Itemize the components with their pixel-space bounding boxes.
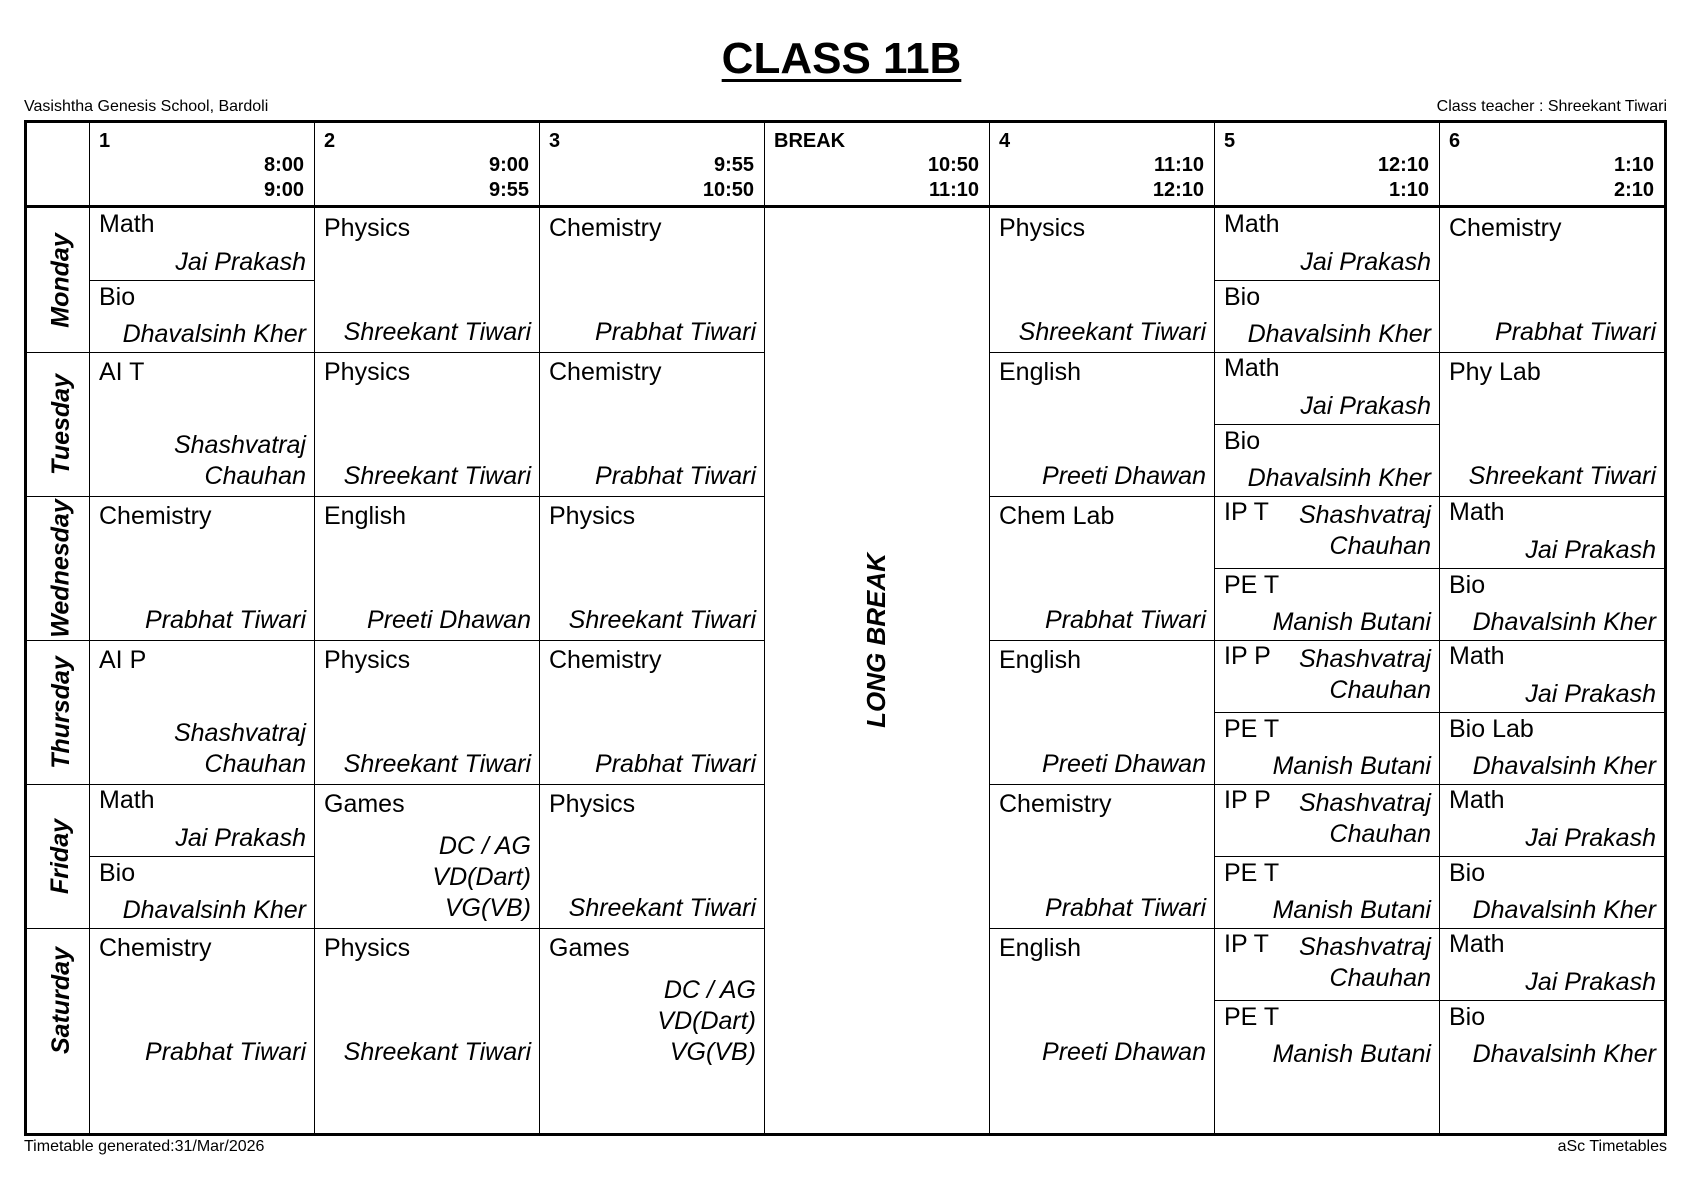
lesson-subject: Physics: [549, 502, 636, 530]
lesson-teacher: Manish Butani: [1272, 1040, 1431, 1068]
lesson-cell[interactable]: [1439, 352, 1664, 496]
lesson-cell[interactable]: [1214, 352, 1439, 424]
lesson-cell[interactable]: [314, 640, 539, 784]
lesson-subject: AI P: [99, 646, 147, 674]
period-end: 9:00: [263, 179, 304, 201]
lesson-teacher: Prabhat Tiwari: [1495, 318, 1656, 346]
lesson-teacher: Preeti Dhawan: [1042, 750, 1206, 778]
period-header: [314, 123, 539, 205]
period-label: 1: [99, 130, 111, 152]
day-name: Monday: [46, 232, 75, 328]
title-text: CLASS 11B: [721, 34, 962, 83]
lesson-subject: Bio: [1449, 571, 1486, 599]
lesson-teacher: Jai Prakash: [175, 248, 306, 276]
lesson-cell[interactable]: [989, 496, 1214, 640]
day-label-saturday: [27, 928, 95, 1072]
lesson-subject: Bio: [1449, 1003, 1486, 1031]
period-label: 2: [324, 130, 336, 152]
page-title: [0, 34, 1683, 84]
lesson-teacher: Shashvatraj Chauhan: [1298, 789, 1431, 848]
lesson-subject: AI T: [99, 358, 145, 386]
lesson-subject: Games: [324, 790, 405, 818]
lesson-cell[interactable]: [1439, 712, 1664, 784]
lesson-cell[interactable]: [539, 208, 764, 352]
lesson-teacher: Dhavalsinh Kher: [1472, 608, 1656, 636]
day-label-monday: [27, 208, 95, 352]
period-label: 6: [1449, 130, 1461, 152]
lesson-cell[interactable]: [314, 784, 539, 928]
lesson-teacher: Dhavalsinh Kher: [1472, 752, 1656, 780]
period-end: 10:50: [702, 179, 754, 201]
lesson-teacher: Prabhat Tiwari: [145, 606, 306, 634]
lesson-teacher: Shreekant Tiwari: [343, 1038, 531, 1066]
lesson-teacher: Shashvatraj Chauhan: [1298, 645, 1431, 704]
lesson-cell[interactable]: [89, 784, 314, 856]
lesson-teacher: Shreekant Tiwari: [1468, 462, 1656, 490]
lesson-teacher: Shreekant Tiwari: [343, 318, 531, 346]
lesson-teacher: Dhavalsinh Kher: [1247, 320, 1431, 348]
lesson-teacher: DC / AG VD(Dart) VG(VB): [432, 832, 531, 922]
lesson-subject: Chemistry: [549, 358, 662, 386]
period-end: 1:10: [1388, 179, 1429, 201]
lesson-teacher: Shashvatraj Chauhan: [173, 719, 306, 778]
lesson-teacher: Dhavalsinh Kher: [122, 320, 306, 348]
lesson-cell[interactable]: [1439, 928, 1664, 1000]
lesson-subject: Phy Lab: [1449, 358, 1541, 386]
lesson-subject: Chemistry: [549, 214, 662, 242]
lesson-teacher: Prabhat Tiwari: [595, 462, 756, 490]
lesson-teacher: Manish Butani: [1272, 608, 1431, 636]
lesson-cell[interactable]: [1214, 496, 1439, 568]
lesson-subject: Math: [1449, 786, 1505, 814]
day-name: Wednesday: [46, 498, 75, 638]
lesson-teacher: Jai Prakash: [1525, 536, 1656, 564]
lesson-cell[interactable]: [539, 496, 764, 640]
lesson-cell[interactable]: [989, 928, 1214, 1072]
lesson-cell[interactable]: [89, 928, 314, 1072]
lesson-subject: Physics: [324, 214, 411, 242]
lesson-subject: IP P: [1224, 642, 1271, 670]
lesson-cell[interactable]: [1214, 208, 1439, 280]
period-header: [89, 123, 314, 205]
lesson-subject: English: [999, 646, 1081, 674]
period-header: [1214, 123, 1439, 205]
lesson-subject: Math: [1449, 930, 1505, 958]
lesson-subject: Chem Lab: [999, 502, 1115, 530]
lesson-cell[interactable]: [89, 640, 314, 784]
generated-date: Timetable generated:31/Mar/2026: [24, 1138, 265, 1155]
lesson-cell[interactable]: [1214, 424, 1439, 496]
day-name: Thursday: [46, 655, 75, 769]
lesson-teacher: Shreekant Tiwari: [568, 894, 756, 922]
lesson-teacher: Dhavalsinh Kher: [122, 896, 306, 924]
lesson-teacher: Prabhat Tiwari: [145, 1038, 306, 1066]
lesson-cell[interactable]: [1439, 208, 1664, 352]
lesson-teacher: Preeti Dhawan: [1042, 1038, 1206, 1066]
lesson-teacher: Jai Prakash: [175, 824, 306, 852]
lesson-subject: Math: [1449, 498, 1505, 526]
day-name: Friday: [46, 818, 75, 894]
lesson-cell[interactable]: [1214, 640, 1439, 712]
day-label-tuesday: [27, 352, 95, 496]
lesson-cell[interactable]: [314, 208, 539, 352]
lesson-subject: Physics: [549, 790, 636, 818]
lesson-subject: Physics: [324, 934, 411, 962]
lesson-cell[interactable]: [1214, 1000, 1439, 1072]
lesson-teacher: Shashvatraj Chauhan: [1298, 933, 1431, 992]
lesson-teacher: Shreekant Tiwari: [343, 462, 531, 490]
lesson-subject: Math: [99, 210, 155, 238]
lesson-subject: Chemistry: [1449, 214, 1562, 242]
school-name: Vasishtha Genesis School, Bardoli: [24, 98, 269, 115]
period-start: 1:10: [1613, 154, 1654, 176]
lesson-cell[interactable]: [989, 352, 1214, 496]
lesson-subject: Bio: [99, 283, 136, 311]
period-end: 2:10: [1613, 179, 1654, 201]
lesson-subject: Bio Lab: [1449, 715, 1534, 743]
lesson-subject: Physics: [324, 358, 411, 386]
lesson-teacher: Shashvatraj Chauhan: [1298, 501, 1431, 560]
timetable-grid: [24, 120, 1667, 1136]
lesson-teacher: Dhavalsinh Kher: [1247, 464, 1431, 492]
day-name: Saturday: [46, 946, 75, 1054]
day-label-wednesday: [27, 496, 95, 640]
lesson-subject: Bio: [1449, 859, 1486, 887]
lesson-teacher: Manish Butani: [1272, 752, 1431, 780]
lesson-subject: Chemistry: [99, 934, 212, 962]
day-label-thursday: [27, 640, 95, 784]
lesson-teacher: Prabhat Tiwari: [595, 318, 756, 346]
lesson-teacher: Jai Prakash: [1300, 248, 1431, 276]
period-label: 5: [1224, 130, 1236, 152]
period-start: 11:10: [1153, 154, 1204, 176]
lesson-cell[interactable]: [1214, 784, 1439, 856]
lesson-subject: Math: [1224, 210, 1280, 238]
lesson-cell[interactable]: [314, 496, 539, 640]
lesson-cell[interactable]: [1214, 928, 1439, 1000]
lesson-teacher: Prabhat Tiwari: [595, 750, 756, 778]
lesson-cell[interactable]: [1214, 712, 1439, 784]
day-label-friday: [27, 784, 95, 928]
class-teacher: Class teacher : Shreekant Tiwari: [1436, 98, 1667, 115]
lesson-cell[interactable]: [539, 640, 764, 784]
period-label: 3: [549, 130, 561, 152]
lesson-cell[interactable]: [1439, 640, 1664, 712]
lesson-subject: Games: [549, 934, 630, 962]
lesson-subject: IP T: [1224, 498, 1269, 526]
lesson-subject: Chemistry: [549, 646, 662, 674]
lesson-subject: PE T: [1224, 571, 1280, 599]
lesson-subject: Math: [1449, 642, 1505, 670]
period-end: 9:55: [488, 179, 529, 201]
lesson-teacher: Prabhat Tiwari: [1045, 894, 1206, 922]
lesson-subject: Bio: [1224, 283, 1261, 311]
lesson-teacher: Jai Prakash: [1525, 824, 1656, 852]
lesson-teacher: Dhavalsinh Kher: [1472, 1040, 1656, 1068]
lesson-cell[interactable]: [89, 280, 314, 352]
period-header: [989, 123, 1214, 205]
lesson-teacher: Preeti Dhawan: [367, 606, 531, 634]
lesson-subject: Chemistry: [999, 790, 1112, 818]
period-end: 11:10: [928, 179, 979, 201]
lesson-cell[interactable]: [1439, 784, 1664, 856]
period-label: BREAK: [774, 130, 846, 152]
lesson-subject: English: [999, 934, 1081, 962]
generator-credit: aSc Timetables: [1557, 1138, 1667, 1155]
lesson-cell[interactable]: [989, 784, 1214, 928]
lesson-subject: IP T: [1224, 930, 1269, 958]
lesson-subject: Bio: [1224, 427, 1261, 455]
lesson-subject: PE T: [1224, 859, 1280, 887]
lesson-teacher: Preeti Dhawan: [1042, 462, 1206, 490]
period-start: 8:00: [263, 154, 304, 176]
period-label: 4: [999, 130, 1011, 152]
period-header: [539, 123, 764, 205]
long-break-label: LONG BREAK: [861, 552, 891, 728]
lesson-teacher: Shreekant Tiwari: [343, 750, 531, 778]
lesson-subject: Physics: [324, 646, 411, 674]
lesson-cell[interactable]: [89, 496, 314, 640]
lesson-subject: Physics: [999, 214, 1086, 242]
lesson-teacher: Jai Prakash: [1300, 392, 1431, 420]
lesson-cell[interactable]: [89, 352, 314, 496]
lesson-cell[interactable]: [539, 784, 764, 928]
lesson-cell[interactable]: [989, 640, 1214, 784]
lesson-cell[interactable]: [1439, 568, 1664, 640]
lesson-cell[interactable]: [1214, 568, 1439, 640]
lesson-cell[interactable]: [314, 352, 539, 496]
lesson-cell[interactable]: [539, 928, 764, 1072]
lesson-subject: Math: [99, 786, 155, 814]
lesson-cell[interactable]: [1214, 280, 1439, 352]
lesson-subject: Math: [1224, 354, 1280, 382]
lesson-subject: PE T: [1224, 1003, 1280, 1031]
day-name: Tuesday: [46, 373, 75, 475]
lesson-cell[interactable]: [314, 928, 539, 1072]
period-header: [764, 123, 989, 205]
lesson-subject: Chemistry: [99, 502, 212, 530]
period-end: 12:10: [1152, 179, 1204, 201]
lesson-teacher: Jai Prakash: [1525, 968, 1656, 996]
period-start: 9:55: [713, 154, 754, 176]
lesson-teacher: DC / AG VD(Dart) VG(VB): [657, 976, 756, 1066]
lesson-cell[interactable]: [1439, 1000, 1664, 1072]
lesson-teacher: Shreekant Tiwari: [1018, 318, 1206, 346]
lesson-cell[interactable]: [539, 352, 764, 496]
lesson-cell[interactable]: [1214, 856, 1439, 928]
period-start: 10:50: [927, 154, 979, 176]
lesson-cell[interactable]: [89, 208, 314, 280]
lesson-teacher: Shashvatraj Chauhan: [173, 431, 306, 490]
lesson-teacher: Prabhat Tiwari: [1045, 606, 1206, 634]
period-start: 9:00: [488, 154, 529, 176]
lesson-subject: Bio: [99, 859, 136, 887]
lesson-cell[interactable]: [1439, 496, 1664, 568]
lesson-subject: English: [999, 358, 1081, 386]
lesson-teacher: Shreekant Tiwari: [568, 606, 756, 634]
lesson-subject: PE T: [1224, 715, 1280, 743]
lesson-teacher: Jai Prakash: [1525, 680, 1656, 708]
period-header: [1439, 123, 1664, 205]
lesson-teacher: Manish Butani: [1272, 896, 1431, 924]
lesson-teacher: Dhavalsinh Kher: [1472, 896, 1656, 924]
lesson-subject: IP P: [1224, 786, 1271, 814]
long-break-column: [764, 208, 989, 1072]
lesson-subject: English: [324, 502, 406, 530]
period-start: 12:10: [1377, 154, 1429, 176]
lesson-cell[interactable]: [1439, 856, 1664, 928]
lesson-cell[interactable]: [989, 208, 1214, 352]
lesson-cell[interactable]: [89, 856, 314, 928]
